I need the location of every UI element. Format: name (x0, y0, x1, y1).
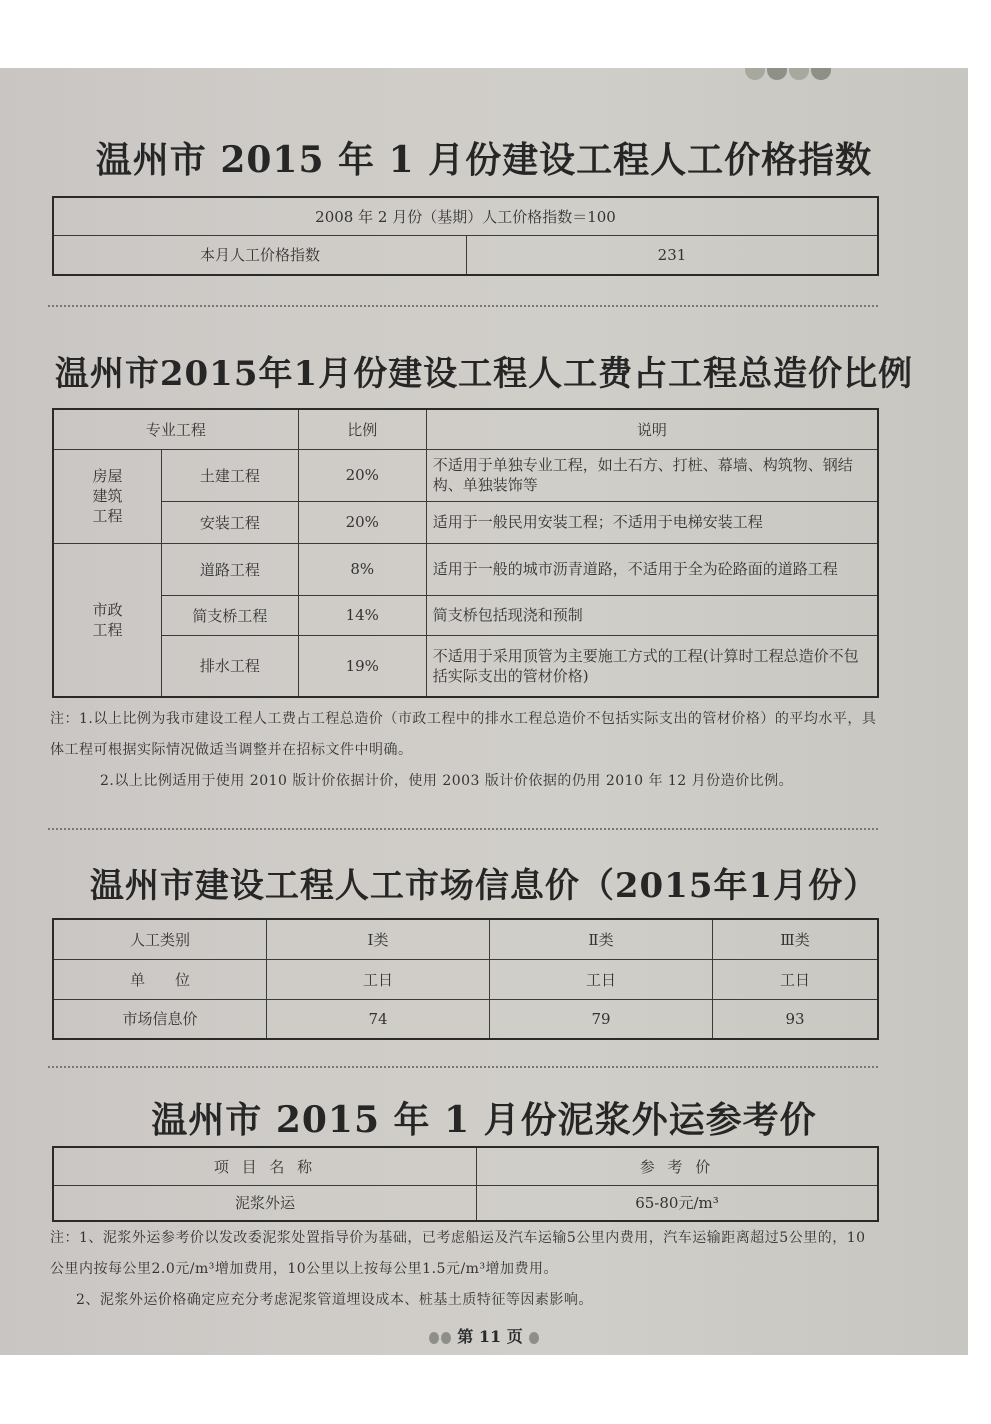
cell: 93 (713, 999, 879, 1039)
labor-price-index-table (52, 196, 879, 276)
labor-market-price-table (52, 918, 879, 1040)
header-ratio: 比例 (298, 409, 426, 449)
row-label: 人工类别 (53, 919, 267, 959)
row-desc: 简支桥包括现浇和预制 (426, 595, 878, 635)
group-municipal: 市政 工程 (53, 543, 162, 697)
cell: 74 (267, 999, 490, 1039)
section3-title: 温州市建设工程人工市场信息价（2015年1月份） (89, 866, 879, 906)
ratio-notes (50, 704, 880, 797)
ratio-note-1: 注：1.以上比例为我市建设工程人工费占工程总造价（市政工程中的排水工程总造价不包括实际支出的管材价格）的平均水平，具体工程可根据实际情况做适当调整并在招标文件中明确。 (50, 711, 877, 758)
row-type: 排水工程 (162, 635, 299, 697)
mud-transport-price-table (52, 1146, 879, 1222)
section1-title: 温州市 2015 年 1 月份建设工程人工价格指数 (95, 139, 873, 181)
dotted-divider (48, 305, 878, 307)
section4-title: 温州市 2015 年 1 月份泥浆外运参考价 (151, 1099, 817, 1141)
base-period-row: 2008 年 2 月份（基期）人工价格指数＝100 (53, 197, 878, 235)
labor-cost-ratio-table (52, 408, 879, 698)
row-desc: 不适用于单独专业工程，如土石方、打桩、幕墙、构筑物、钢结构、单独装饰等 (426, 449, 878, 501)
page-number: 第 11 页 (457, 1327, 523, 1346)
cell: Ⅲ类 (713, 919, 879, 959)
row-desc: 不适用于采用顶管为主要施工方式的工程(计算时工程总造价不包括实际支出的管材价格) (426, 635, 878, 697)
cell: 工日 (490, 959, 713, 999)
cell: 工日 (713, 959, 879, 999)
section2-title: 温州市2015年1月份建设工程人工费占工程总造价比例 (54, 354, 914, 394)
cell: Ⅰ类 (267, 919, 490, 959)
page-footer (0, 1324, 968, 1347)
header-description: 说明 (426, 409, 878, 449)
row-type: 道路工程 (162, 543, 299, 595)
row-desc: 适用于一般的城市沥青道路，不适用于全为砼路面的道路工程 (426, 543, 878, 595)
item-price: 65-80元/m³ (477, 1185, 879, 1221)
row-ratio: 20% (298, 501, 426, 543)
row-type: 安装工程 (162, 501, 299, 543)
item-name: 泥浆外运 (53, 1185, 477, 1221)
ratio-note-2: 2.以上比例适用于使用 2010 版计价依据计价，使用 2003 版计价依据的仍用 2010 年 12 月份造价比例。 (100, 773, 794, 789)
index-value: 231 (467, 235, 879, 275)
row-ratio: 19% (298, 635, 426, 697)
cell: Ⅱ类 (490, 919, 713, 959)
index-label: 本月人工价格指数 (53, 235, 467, 275)
row-type: 简支桥工程 (162, 595, 299, 635)
dotted-divider (48, 1066, 878, 1068)
row-ratio: 8% (298, 543, 426, 595)
row-label: 单 位 (53, 959, 267, 999)
cell: 79 (490, 999, 713, 1039)
row-type: 土建工程 (162, 449, 299, 501)
header-reference-price: 参 考 价 (477, 1147, 879, 1185)
row-ratio: 20% (298, 449, 426, 501)
dotted-divider (48, 828, 878, 830)
mud-note-1: 注：1、泥浆外运参考价以发改委泥浆处置指导价为基础，已考虑船运及汽车运输5公里内费用，汽车运输距离超过5公里的，10公里内按每公里2.0元/m³增加费用，10公里以上按每公里1.5元/m³增加费用。 (50, 1230, 866, 1277)
cell: 工日 (267, 959, 490, 999)
mud-note-2: 2、泥浆外运价格确定应充分考虑泥浆管道埋设成本、桩基土质特征等因素影响。 (76, 1292, 593, 1308)
row-desc: 适用于一般民用安装工程；不适用于电梯安装工程 (426, 501, 878, 543)
document-page (0, 68, 968, 1355)
header-specialty: 专业工程 (53, 409, 298, 449)
group-building: 房屋 建筑 工程 (53, 449, 162, 543)
row-label: 市场信息价 (53, 999, 267, 1039)
header-item-name: 项 目 名 称 (53, 1147, 477, 1185)
page-tab-decoration (745, 68, 831, 80)
mud-notes (50, 1223, 880, 1316)
row-ratio: 14% (298, 595, 426, 635)
